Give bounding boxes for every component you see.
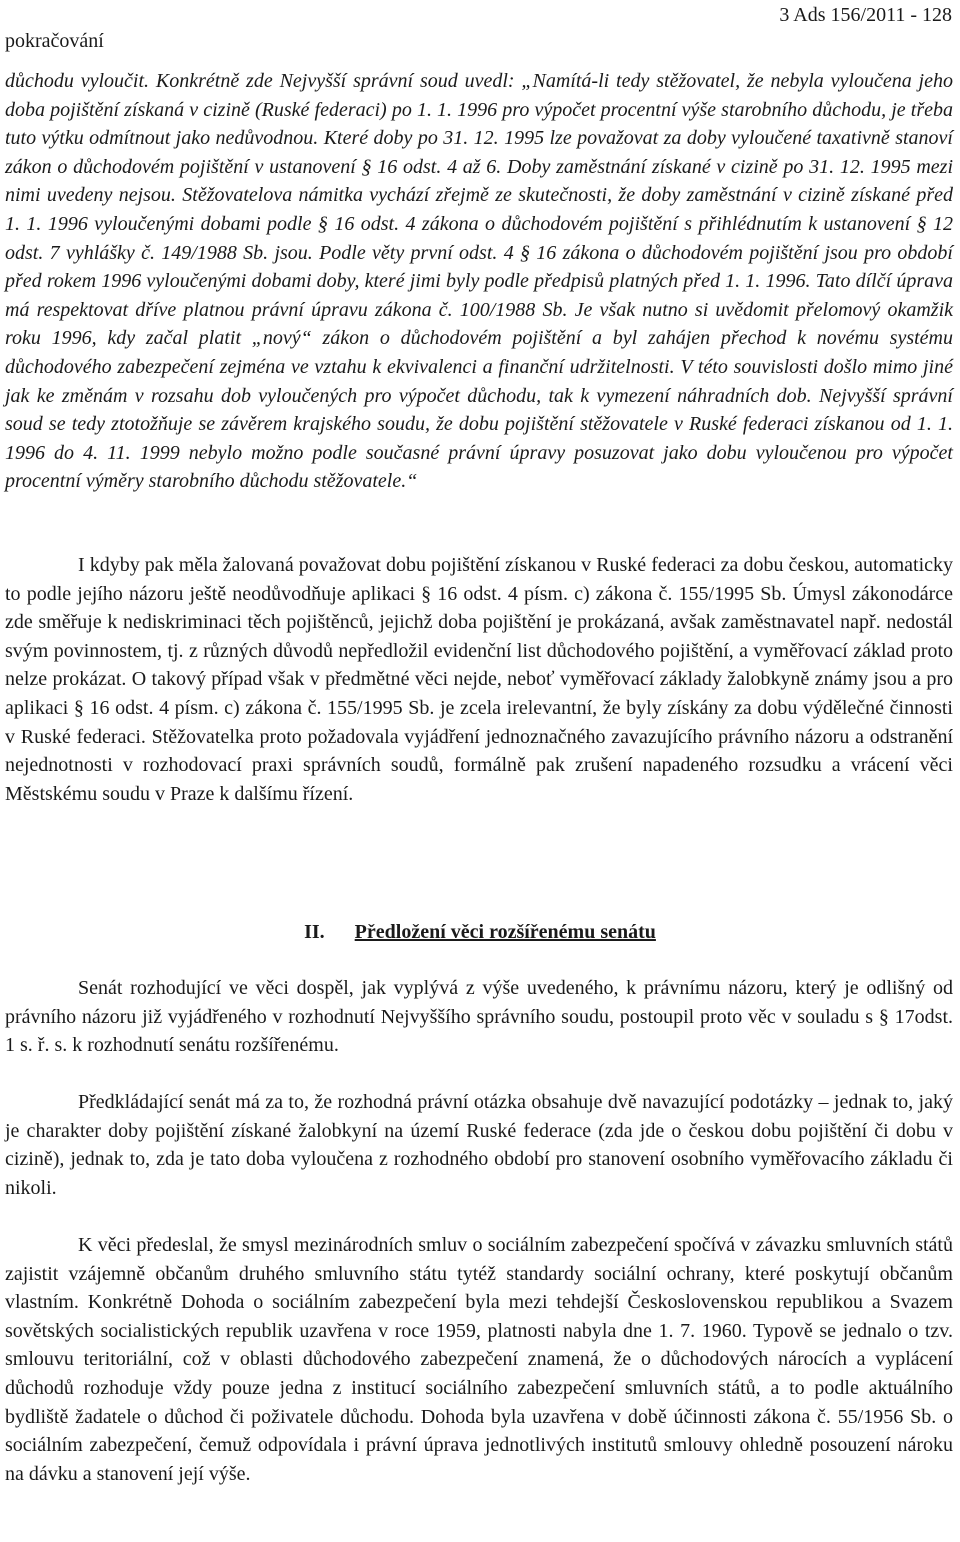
section-number: II.	[304, 921, 325, 943]
continuation-label: pokračování	[5, 30, 104, 52]
section-title: Předložení věci rozšířenému senátu	[354, 921, 656, 943]
quoted-judgment-text: důchodu vyloučit. Konkrétně zde Nejvyšší správní soud uvedl: „Namítá-li tedy stěžovatel, že nebyla vyloučena jeho doba pojištění získaná v cizině (Ruské federaci) po 1. 1. 1996 pro výpočet procentní výše starobního důchodu, je třeba tuto výtku odmítnout jako nedůvodnou. Které doby po 31. 12. 1995 lze považovat za doby vyloučené taxativně stanoví zákon o důchodovém pojištění v ustanovení § 16 odst. 4 až 6. Doby zaměstnání získané v cizině po 31. 12. 1995 mezi nimi uvedeny nejsou. Stěžovatelova námitka vychází zřejmě ze skutečnosti, že doby zaměstnání v cizině získané před 1. 1. 1996 vyloučenými dobami podle § 16 odst. 4 zákona o důchodovém pojištění s přihlédnutím k ustanovení § 12 odst. 7 vyhlášky č. 149/1988 Sb. jsou. Podle věty první odst. 4 § 16 zákona o důchodovém pojištění jsou pro období před rokem 1996 vyloučenými dobami doby, které jimi byly podle předpisů platných před 1. 1. 1996. Tato dílčí úprava má respektovat dříve platnou právní úpravu zákona č. 100/1988 Sb. Je však nutno si uvědomit přelomový okamžik roku 1996, kdy začal platit „nový“ zákon o důchodovém pojištění a byl zahájen přechod k novému systému důchodového zabezpečení zejména ve vztahu k ekvivalenci a finanční udržitelnosti. V této souvislosti došlo mimo jiné jak ke změnám v rozsahu dob vyloučených pro výpočet důchodu, tak k vymezení náhradních dob. Nejvyšší správní soud se tedy ztotožňuje se závěrem krajského soudu, že dobu pojištění stěžovatele v Ruské federaci získanou od 1. 1. 1996 do 4. 11. 1999 nebylo možno podle současné právní úpravy posuzovat jako dobu vyloučenou pro výpočet procentní výměry starobního důchodu stěžovatele.“	[5, 70, 953, 493]
paragraph-treaty: K věci předeslal, že smysl mezinárodních smluv o sociálním zabezpečení spočívá v závazku smluvních států zajistit vzájemně občanům druhého smluvního státu tytéž standardy sociální ochrany, které poskytují občanům vlastním. Konkrétně Dohoda o sociálním zabezpečení byla mezi tehdejší Československou republikou a Svazem sovětských socialistických republik uzavřena v roce 1959, platnosti nabyla dne 1. 7. 1960. Typově se jednalo o tzv. smlouvu teritoriální, což v oblasti důchodového zabezpečení znamená, že o důchodových nárocích a vyplácení důchodů rozhoduje vždy pouze jedna z institucí sociálního zabezpečení smluvních států, a to podle aktuálního bydliště žadatele o důchod či poživatele důchodu. Dohoda byla uzavřena v době účinnosti zákona č. 55/1956 Sb. o sociálním zabezpečení, čemuž odpovídala i právní úprava jednotlivých institutů smlouvy ohledně posouzení nároku na dávku a stanovení její výše.	[5, 1234, 953, 1485]
case-number: 3 Ads 156/2011 - 128	[779, 4, 952, 26]
section-heading	[0, 918, 960, 946]
paragraph-referral: Senát rozhodující ve věci dospěl, jak vyplývá z výše uvedeného, k právnímu názoru, který je odlišný od právního názoru již vyjádřeného v rozhodnutí Nejvyššího správního soudu, postoupil proto věc v souladu s § 17odst. 1 s. ř. s. k rozhodnutí senátu rozšířenému.	[5, 977, 953, 1057]
paragraph-question: Předkládající senát má za to, že rozhodná právní otázka obsahuje dvě navazující podotázky – jednak to, jaký je charakter doby pojištění získané žalobkyní na území Ruské federace (zda jde o českou dobu pojištění či dobu v cizině), jednak to, zda je tato doba vyloučena z rozhodného období pro stanovení osobního vyměřovacího základu či nikoli.	[5, 1091, 953, 1199]
paragraph-argument: I kdyby pak měla žalovaná považovat dobu pojištění získanou v Ruské federaci za dobu českou, automaticky to podle jejího názoru ještě neodůvodňuje aplikaci § 16 odst. 4 písm. c) zákona č. 155/1995 Sb. Úmysl zákonodárce zde směřuje k nediskriminaci těch pojištěnců, jejichž doba pojištění je prokázaná, avšak zaměstnavatel např. nedostál svým povinnostem, tj. z různých důvodů nepředložil evidenční list důchodového pojištění, a vyměřovací základ proto nelze prokázat. O takový případ však v předmětné věci nejde, neboť vyměřovací základy žalobkyně známy jsou a pro aplikaci § 16 odst. 4 písm. c) zákona č. 155/1995 Sb. je zcela irelevantní, že byly získány za dobu výdělečné činnosti v Ruské federaci. Stěžovatelka proto požadovala vyjádření jednoznačného zavazujícího právního názoru a odstranění nejednotnosti v rozhodovací praxi správních soudů, formálně pak zrušení napadeného rozsudku a vrácení věci Městskému soudu v Praze k dalšímu řízení.	[5, 554, 953, 805]
